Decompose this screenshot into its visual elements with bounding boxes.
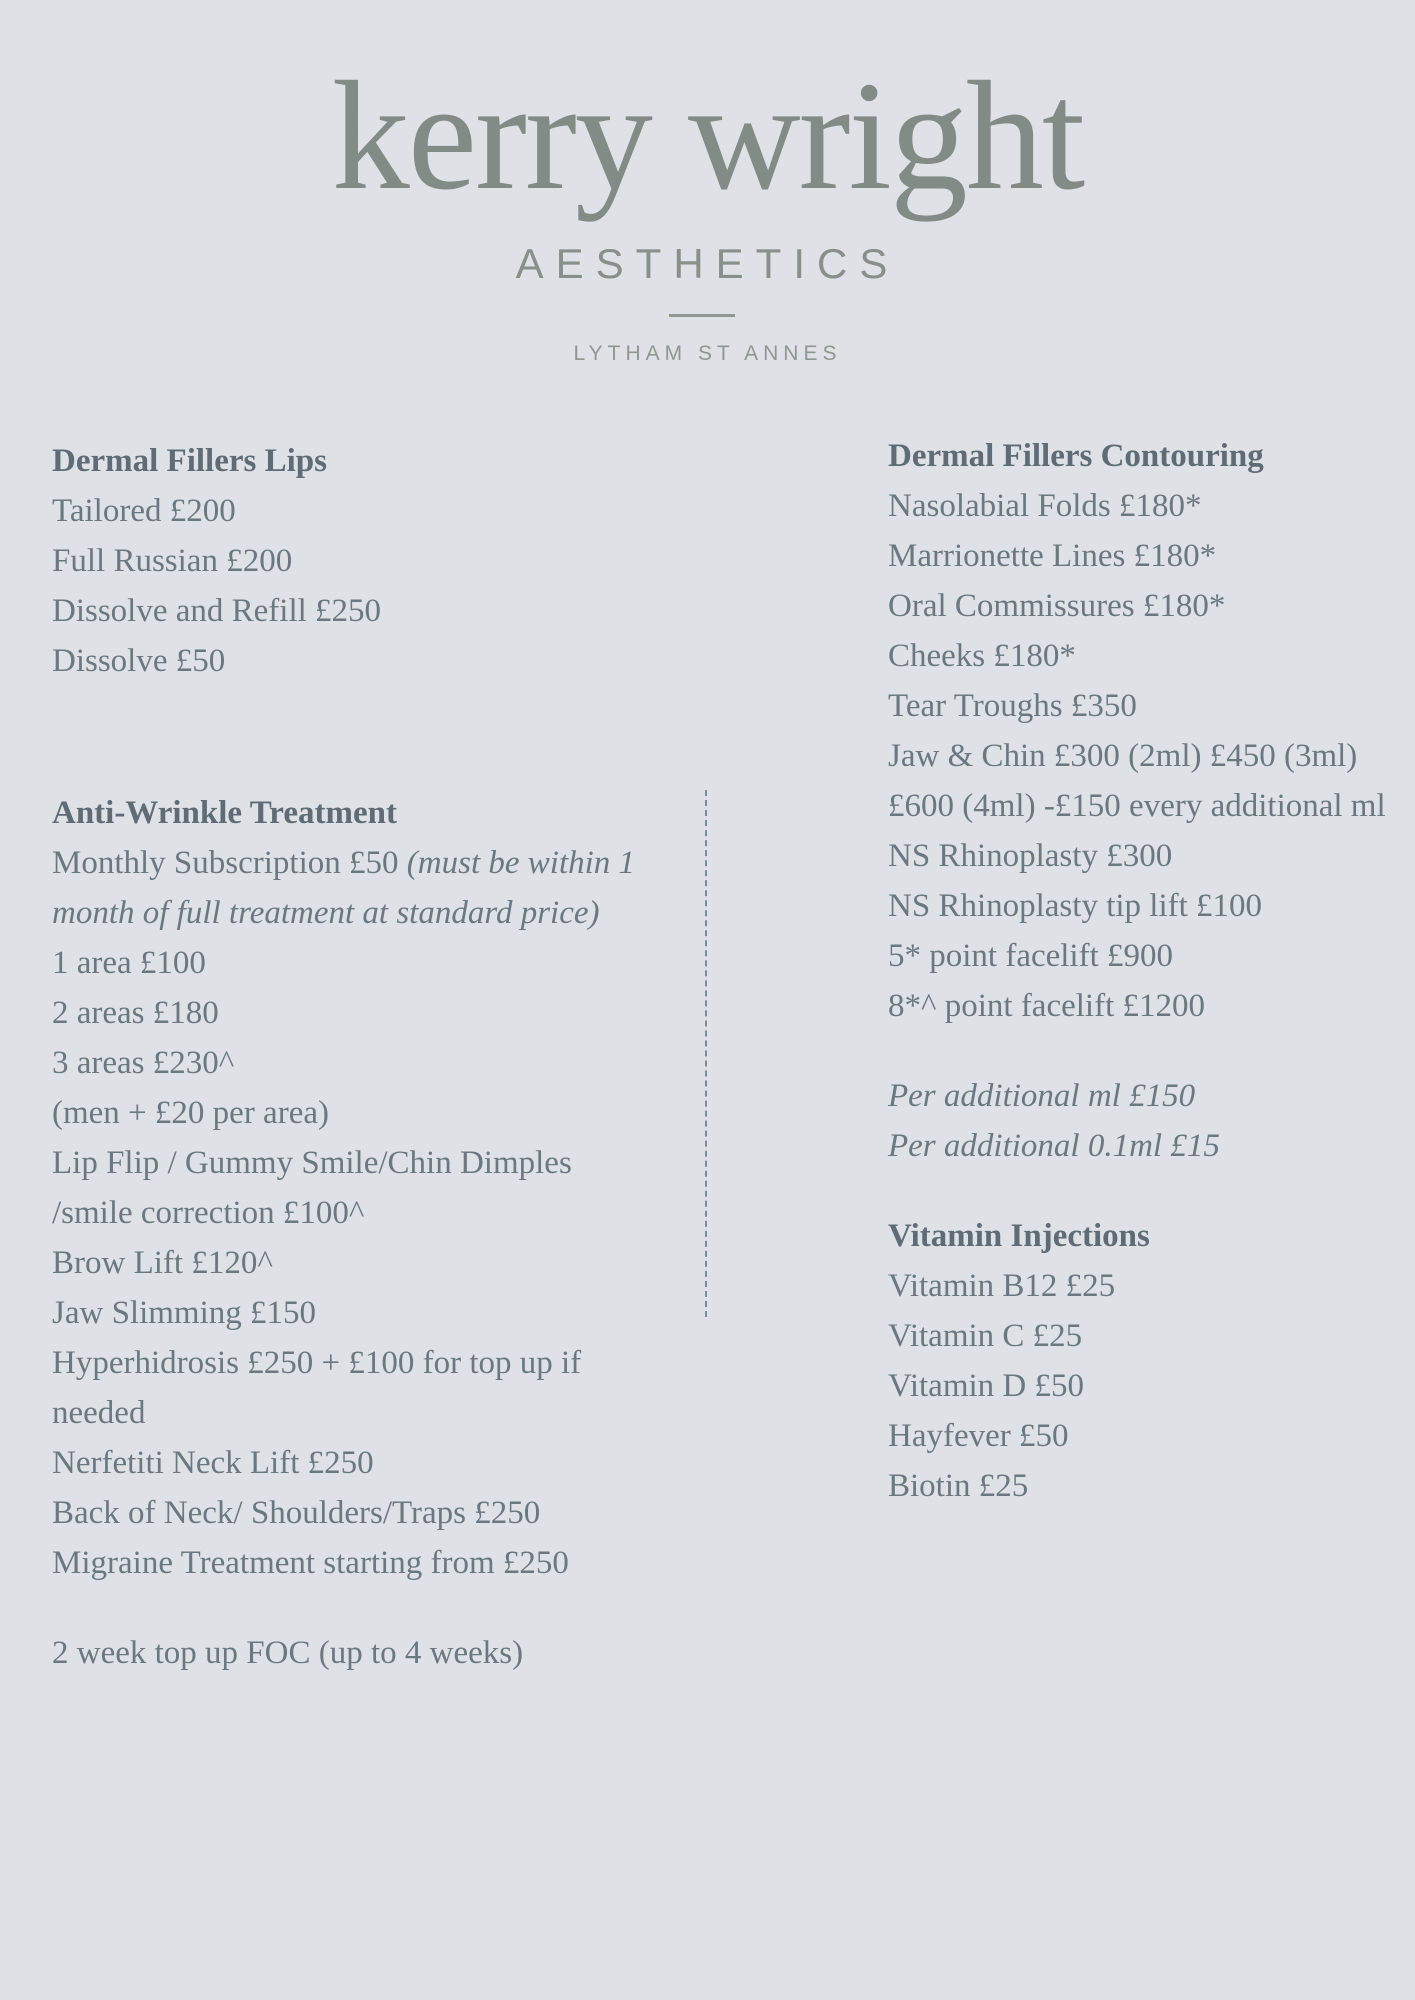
- price-item: Vitamin D £50: [888, 1368, 1085, 1404]
- price-item: Tear Troughs £350: [888, 688, 1137, 724]
- price-item: NS Rhinoplasty £300: [888, 838, 1173, 874]
- subscription-note: (must be within 1 month of full treatment at standard price): [52, 845, 636, 931]
- price-item: (men + £20 per area): [52, 1095, 329, 1131]
- price-item: Oral Commissures £180*: [888, 588, 1226, 624]
- price-item: Jaw Slimming £150: [52, 1295, 317, 1331]
- contouring-heading: Dermal Fillers Contouring: [888, 438, 1264, 474]
- price-item: Nasolabial Folds £180*: [888, 488, 1202, 524]
- price-item: Dissolve £50: [52, 643, 226, 679]
- brand-logo: kerry wright: [331, 49, 1084, 222]
- brand-subtitle: AESTHETICS: [515, 240, 900, 287]
- lips-section: [52, 436, 652, 686]
- additional-note: Per additional 0.1ml £15: [888, 1128, 1220, 1164]
- contouring-section: [888, 431, 1415, 1511]
- price-item: Full Russian £200: [52, 543, 293, 579]
- price-item: Tailored £200: [52, 493, 236, 529]
- price-item: 1 area £100: [52, 945, 206, 981]
- price-item: 8*^ point facelift £1200: [888, 988, 1205, 1024]
- subscription-item: [52, 838, 652, 938]
- price-item: Dissolve and Refill £250: [52, 593, 382, 629]
- price-item: Brow Lift £120^: [52, 1245, 273, 1281]
- price-item: Vitamin B12 £25: [888, 1268, 1116, 1304]
- price-item: NS Rhinoplasty tip lift £100: [888, 888, 1263, 924]
- price-item: Hayfever £50: [888, 1418, 1069, 1454]
- antiwrinkle-heading: Anti-Wrinkle Treatment: [52, 795, 397, 831]
- price-item: Hyperhidrosis £250 + £100 for top up if needed: [52, 1345, 582, 1431]
- subscription-label: Monthly Subscription £50: [52, 845, 399, 881]
- price-item: Migraine Treatment starting from £250: [52, 1545, 569, 1581]
- price-item: Cheeks £180*: [888, 638, 1076, 674]
- price-item: Jaw & Chin £300 (2ml) £450 (3ml): [888, 738, 1358, 774]
- vitamins-heading: Vitamin Injections: [888, 1218, 1150, 1254]
- price-item: Biotin £25: [888, 1468, 1029, 1504]
- additional-note: Per additional ml £150: [888, 1078, 1196, 1114]
- price-item: 5* point facelift £900: [888, 938, 1174, 974]
- price-item: £600 (4ml) -£150 every additional ml: [888, 788, 1386, 824]
- topup-note: 2 week top up FOC (up to 4 weeks): [52, 1635, 524, 1671]
- price-item: Lip Flip / Gummy Smile/Chin Dimples /smile correction £100^: [52, 1145, 572, 1231]
- price-item: 3 areas £230^: [52, 1045, 235, 1081]
- antiwrinkle-section: [52, 788, 652, 1678]
- price-item: Nerfetiti Neck Lift £250: [52, 1445, 374, 1481]
- column-divider: [705, 790, 707, 1317]
- price-item: Vitamin C £25: [888, 1318, 1083, 1354]
- logo-divider: [669, 314, 735, 317]
- price-item: Back of Neck/ Shoulders/Traps £250: [52, 1495, 541, 1531]
- price-item: 2 areas £180: [52, 995, 219, 1031]
- price-item: Marrionette Lines £180*: [888, 538, 1217, 574]
- lips-heading: Dermal Fillers Lips: [52, 443, 327, 479]
- brand-location: LYTHAM ST ANNES: [573, 342, 842, 365]
